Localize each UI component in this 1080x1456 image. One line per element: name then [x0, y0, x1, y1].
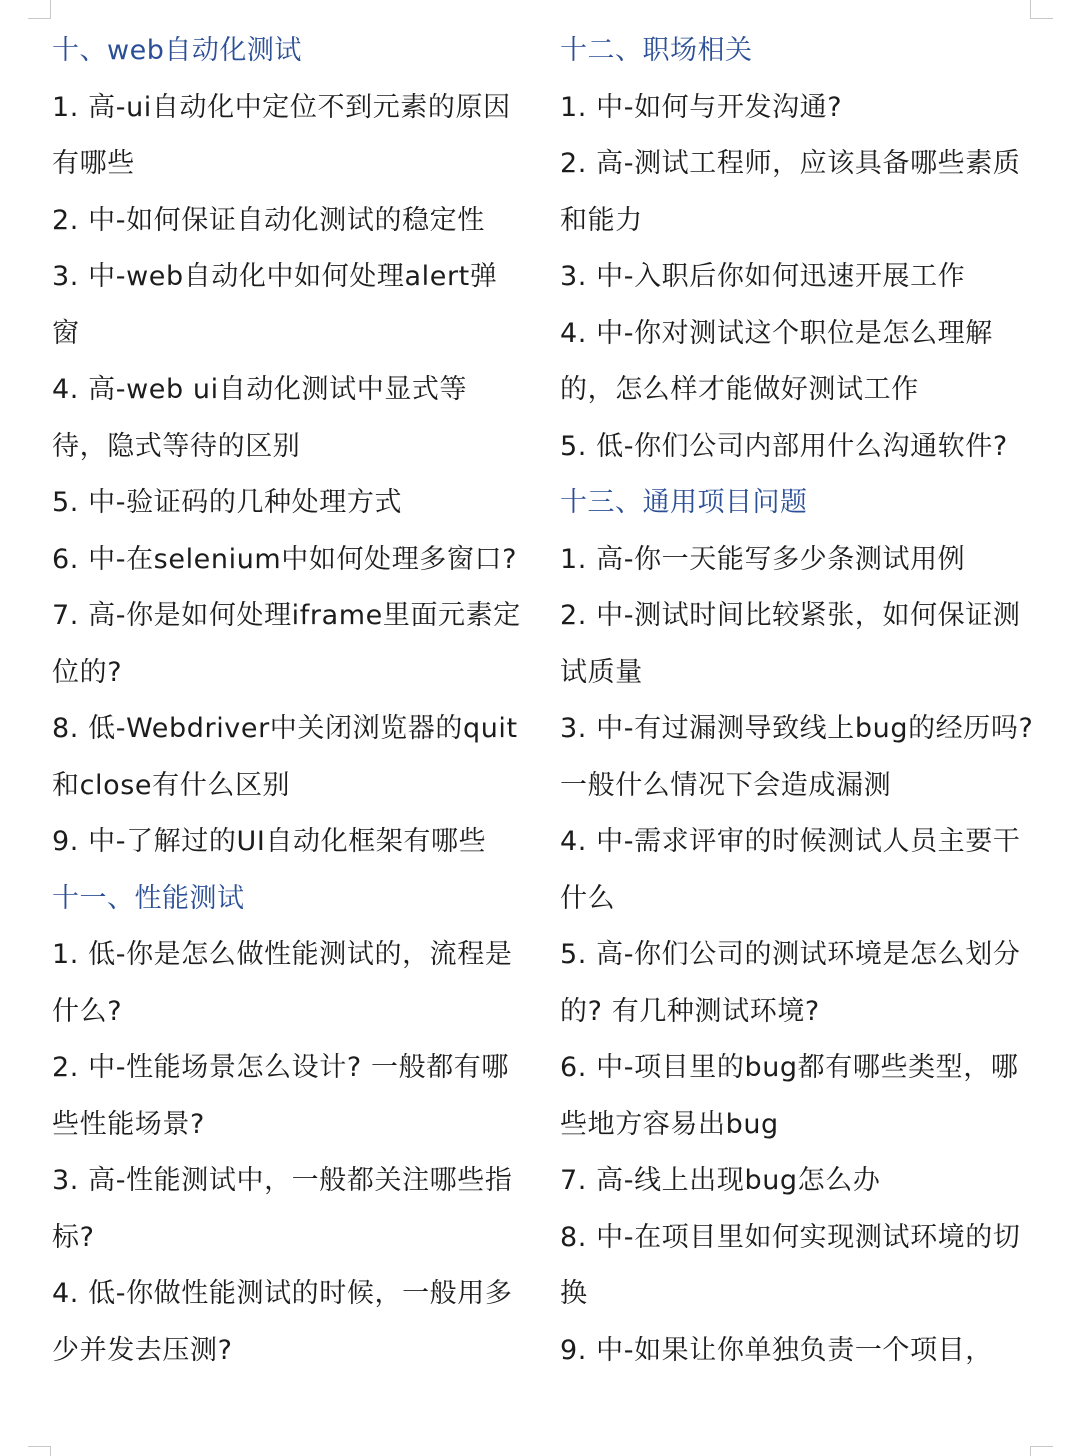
question-item: 8. 低-Webdriver中关闭浏览器的quit和close有什么区别 — [52, 713, 518, 801]
section-heading: 十一、性能测试 — [52, 882, 245, 914]
left-column — [52, 23, 522, 1379]
question-item: 8. 中-在项目里如何实现测试环境的切换 — [560, 1221, 1021, 1309]
section-heading: 十、web自动化测试 — [52, 35, 302, 66]
question-item: 5. 低-你们公司内部用什么沟通软件? — [560, 430, 1008, 462]
question-item: 3. 中-有过漏测导致线上bug的经历吗? 一般什么情况下会造成漏测 — [560, 713, 1034, 801]
question-item: 1. 高-你一天能写多少条测试用例 — [560, 543, 966, 575]
question-item: 4. 低-你做性能测试的时候，一般用多少并发去压测? — [52, 1278, 513, 1366]
question-item: 2. 中-性能场景怎么设计? 一般都有哪些性能场景? — [52, 1052, 509, 1140]
question-item: 1. 高-ui自动化中定位不到元素的原因有哪些 — [52, 91, 511, 179]
question-item: 3. 中-入职后你如何迅速开展工作 — [560, 261, 966, 292]
question-item: 5. 高-你们公司的测试环境是怎么划分的? 有几种测试环境? — [560, 939, 1021, 1027]
question-item: 5. 中-验证码的几种处理方式 — [52, 487, 403, 518]
question-item: 2. 中-测试时间比较紧张，如何保证测试质量 — [560, 600, 1021, 688]
page-corner-mark — [28, 0, 51, 19]
section-heading: 十二、职场相关 — [560, 35, 753, 66]
question-item: 6. 中-项目里的bug都有哪些类型，哪些地方容易出bug — [560, 1052, 1019, 1140]
page-corner-mark — [1030, 0, 1053, 19]
question-item: 1. 低-你是怎么做性能测试的，流程是什么? — [52, 939, 513, 1027]
question-item: 9. 中-了解过的UI自动化框架有哪些 — [52, 826, 487, 857]
question-item: 7. 高-线上出现bug怎么办 — [560, 1165, 881, 1196]
question-item: 9. 中-如果让你单独负责一个项目， — [560, 1334, 993, 1366]
right-column — [560, 23, 1034, 1379]
question-item: 2. 高-测试工程师，应该具备哪些素质和能力 — [560, 148, 1021, 236]
question-item: 6. 中-在selenium中如何处理多窗口? — [52, 543, 518, 575]
question-item: 4. 中-需求评审的时候测试人员主要干什么 — [560, 826, 1021, 914]
section-heading: 十三、通用项目问题 — [560, 487, 808, 518]
question-item: 3. 高-性能测试中，一般都关注哪些指标? — [52, 1165, 513, 1253]
question-item: 4. 中-你对测试这个职位是怎么理解的，怎么样才能做好测试工作 — [560, 317, 993, 405]
question-item: 1. 中-如何与开发沟通? — [560, 91, 843, 123]
question-item: 4. 高-web ui自动化测试中显式等待，隐式等待的区别 — [52, 374, 468, 462]
question-item: 7. 高-你是如何处理iframe里面元素定位的? — [52, 600, 521, 688]
question-item: 2. 中-如何保证自动化测试的稳定性 — [52, 204, 485, 236]
question-item: 3. 中-web自动化中如何处理alert弹窗 — [52, 261, 498, 349]
